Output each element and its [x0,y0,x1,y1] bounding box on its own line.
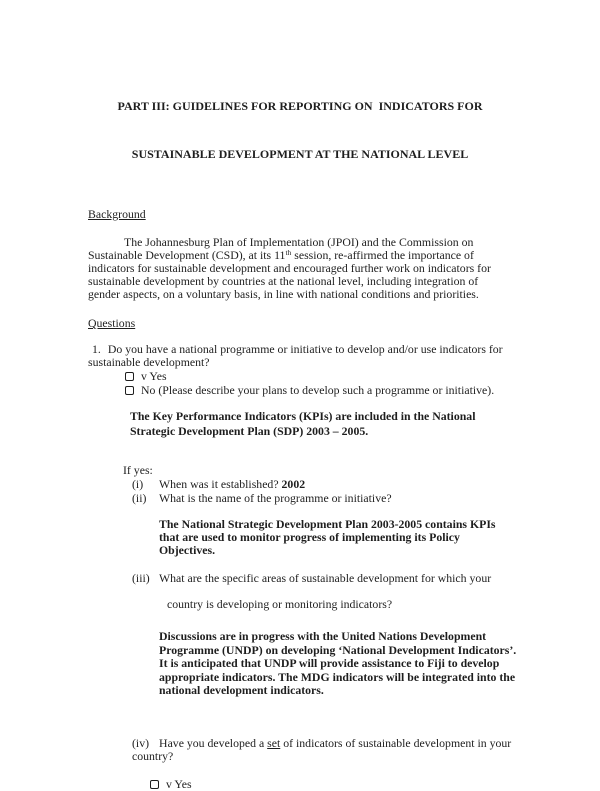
sub-question-ii-label: (ii) [132,491,147,505]
option-yes [125,369,512,383]
sub-question-ii-question: What is the name of the programme or initiative? [159,491,392,505]
if-yes-block [88,463,512,505]
sub-question-iii-question-line1: What are the specific areas of sustainable development for which your [159,571,492,585]
sub-question-i-answer: 2002 [281,477,306,491]
sub-question-i-question: When was it established? [159,477,279,491]
background-text-post: session, re-affirmed the importance of indicators for sustainable development and encouraged further work on indicators for sustainable development by countries at the national level, including integration of gender aspects, on a voluntary basis, in line with national conditions and priorities. [88,248,491,301]
sub-question-ii [132,491,512,505]
checkbox-icon[interactable] [150,780,159,789]
sub-question-iv-post: of indicators of sustainable development in your country? [132,735,512,763]
option-yes-label: v Yes [141,369,167,383]
sub-question-iv-label: (iv) [132,735,150,750]
questions-heading: Questions [88,316,136,330]
sub-question-iv-pre: Have you developed a [159,735,268,750]
sub-question-i-text [159,477,305,491]
if-yes-label: If yes: [123,463,153,477]
document-title [88,66,512,194]
sub-question-iv [132,737,512,763]
title-line-2: SUSTAINABLE DEVELOPMENT AT THE NATIONAL LEVEL [131,147,469,161]
question-1-answer: The Key Performance Indicators (KPIs) are included in the National Strategic Development Plan (SDP) 2003 – 2005. [130,409,476,438]
background-paragraph [88,236,512,301]
background-text-pre: The Johannesburg Plan of Implementation (JPOI) and the Commission on Sustainable Development (CSD), at its 11 [88,235,474,262]
superscript-th: th [285,248,292,257]
sub-question-iii-question-line2: country is developing or monitoring indicators? [167,597,393,611]
option-no [125,383,512,397]
sub-question-i-label: (i) [132,477,144,491]
sub-question-iv-option-yes [150,777,512,791]
sub-question-i [132,477,512,491]
question-1 [88,343,512,369]
checkbox-icon[interactable] [125,386,134,395]
sub-question-iv-option-label: v Yes [166,776,192,791]
question-1-options [125,369,512,397]
title-line-1: PART III: GUIDELINES FOR REPORTING ON INDICATORS FOR [117,99,483,113]
background-heading: Background [88,207,146,221]
sub-question-iii [132,572,512,585]
sub-question-iii-answer: Discussions are in progress with the United Nations Development Programme (UNDP) on developing ‘National Development Indicators’. It is anticipated that UNDP will provide assistance to Fiji to develop appropriate indicators. The MDG indicators will be integrated into the national development indicators. [159,629,517,697]
sub-question-iv-underlined-word: set [267,735,281,750]
question-1-number: 1. [92,342,101,356]
sub-question-ii-answer: The National Strategic Development Plan 2003-2005 contains KPIs that are used to monitor progress of implementing its Policy Objectives. [159,517,496,557]
option-no-label: No (Please describe your plans to develop such a programme or initiative). [141,383,495,397]
sub-question-iii-label: (iii) [132,571,150,585]
question-1-text: Do you have a national programme or initiative to develop and/or use indicators for sustainable development? [88,342,503,369]
checkbox-icon[interactable] [125,372,134,381]
